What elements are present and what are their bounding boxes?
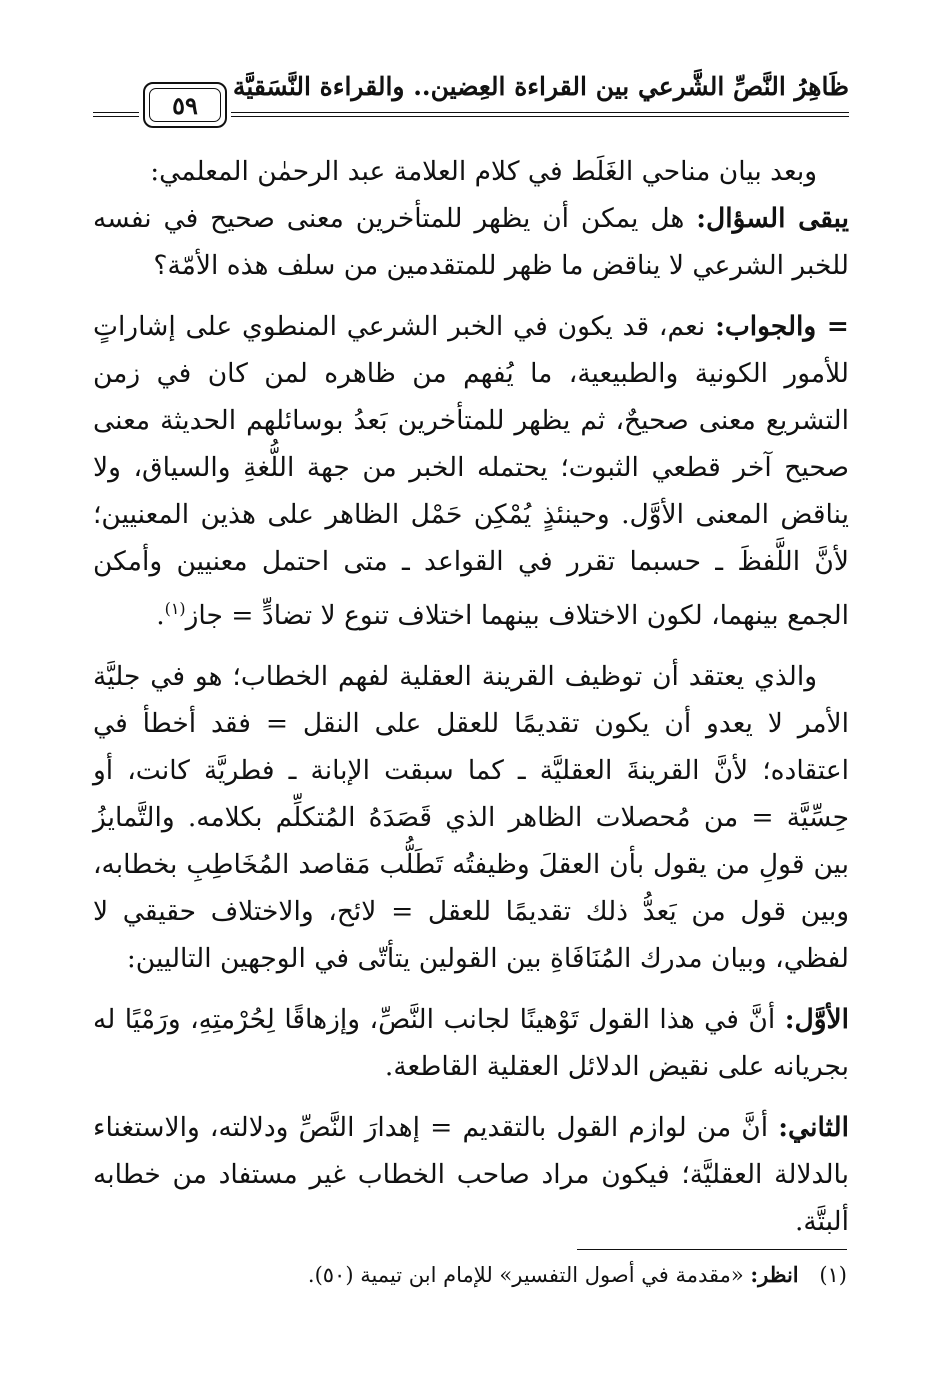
paragraph-text: وبعد بيان مناحي الغَلَط في كلام العلامة عبد الرحمٰن المعلمي: bbox=[150, 156, 817, 187]
footnote-lead: انظر: bbox=[750, 1262, 799, 1287]
paragraph-question bbox=[93, 195, 849, 289]
paragraph-second-aspect bbox=[93, 1104, 849, 1245]
paragraph-lead: الثاني: bbox=[778, 1111, 849, 1143]
footnote bbox=[91, 1262, 847, 1287]
paragraph-argument bbox=[93, 653, 849, 982]
paragraph-lead: يبقى السؤال: bbox=[696, 203, 849, 234]
paragraph-text: هل يمكن أن يظهر للمتأخرين معنى صحيح في نفسه للخبر الشرعي لا يناقض ما ظهر للمتقدمين من سلف هذه الأمّة؟ bbox=[93, 203, 849, 281]
footnote-number: (١) bbox=[819, 1263, 847, 1287]
page-number-frame bbox=[143, 82, 227, 128]
paragraph-text: أنَّ في هذا القول تَوْهينًا لجانب النَّصِّ، وإزهاقًا لِحُرْمتِهِ، ورَمْيًا له بجريانه على نقيض الدلائل العقلية القاطعة. bbox=[93, 1003, 849, 1082]
footnote-text: «مقدمة في أصول التفسير» للإمام ابن تيمية (٥٠). bbox=[307, 1263, 751, 1287]
paragraph-lead: الأوَّل: bbox=[784, 1003, 849, 1035]
running-title: ظَاهِرُ النَّصِّ الشَّرعي بين القراءة العِضين.. والقراءة النَّسَقيَّة bbox=[232, 72, 849, 101]
page-number: ٥٩ bbox=[149, 88, 221, 122]
paragraph-first-aspect bbox=[93, 996, 849, 1090]
paragraph-tail: . bbox=[156, 599, 165, 631]
paragraph-answer bbox=[93, 303, 849, 639]
footnote-divider bbox=[577, 1249, 847, 1250]
paragraph-text: أنَّ من لوازم القول بالتقديم = إهدارَ النَّصِّ ودلالته، والاستغناء بالدلالة العقليَّة؛ فيكون مراد صاحب الخطاب غير مستفاد من خطابه ألبتَّة. bbox=[93, 1111, 849, 1237]
paragraph-text: نعم، قد يكون في الخبر الشرعي المنطوي على إشاراتٍ للأمور الكونية والطبيعية، ما يُفهم من ظاهره لمن كان في زمن التشريع معنى صحيحٌ، ثم يظهر للمتأخرين بَعدُ بوسائلهم الحديثة معنى صحيح آخر قطعي الثبوت؛ يحتمله الخبر من جهة اللُّغةِ والسياق، ولا يناقض المعنى الأوَّل. وحينئذٍ يُمْكِن حَمْل الظاهر على هذين المعنيين؛ لأنَّ اللَّفظَ ـ حسبما تقرر في القواعد ـ متى احتمل معنيين وأمكن الجمع بينهما، لكون الاختلاف بينهما اختلاف تنوع لا تضادٍّ = جاز bbox=[93, 311, 849, 631]
paragraph-lead: = والجواب: bbox=[715, 311, 849, 342]
paragraph-text: والذي يعتقد أن توظيف القرينة العقلية لفهم الخطاب؛ هو في جليَّة الأمر لا يعدو أن يكون تقديمًا للعقل على النقل = فقد أخطأ في اعتقاده؛ لأنَّ القرينةَ العقليَّة ـ كما سبقت الإبانة ـ فطريَّة كانت، أو حِسِّيَّة = من مُحصلات الظاهر الذي قَصَدَهُ المُتكلِّم بكلامه. والتَّمايزُ بين قولِ من يقول بأن العقلَ وظيفتُه تَطَلُّب مَقاصد المُخَاطِبِ بخطابه، وبين قول من يَعدُّ ذلك تقديمًا للعقل = لائح، والاختلاف حقيقي لا لفظي، وبيان مدرك المُنَافَاةِ بين القولين يتأتّى في الوجهين التاليين: bbox=[93, 660, 849, 974]
paragraph-intro bbox=[93, 148, 849, 195]
body-text bbox=[93, 148, 849, 1259]
page-header bbox=[93, 58, 849, 120]
footnote-reference[interactable]: (١) bbox=[164, 599, 186, 618]
header-rule-left bbox=[93, 112, 139, 117]
header-rule bbox=[231, 112, 849, 117]
